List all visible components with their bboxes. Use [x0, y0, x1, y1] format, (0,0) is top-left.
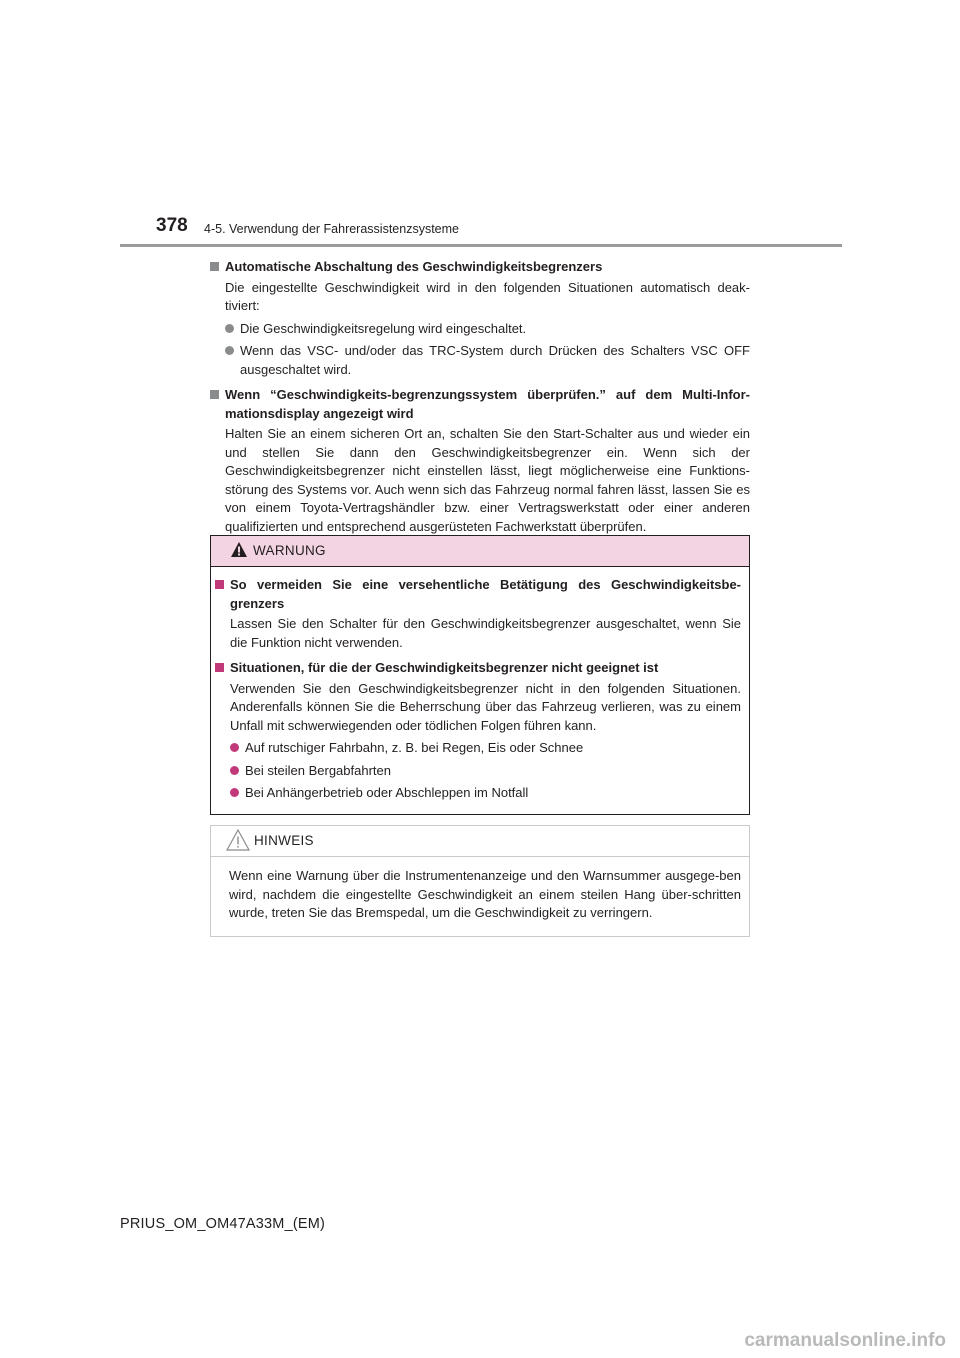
- list-item: [210, 342, 750, 379]
- section-text: Halten Sie an einem sicheren Ort an, schalten Sie den Start-Schalter aus und wieder ein und stellen Sie dann den Geschwindigkeitsbegrenzer ein. Wenn sich der Geschwindigkeitsbegrenzer nicht einstellen lässt, liegt möglicherweise eine Funktions-störung des Systems vor. Auch wenn sich das Fahrzeug normal fahren lässt, lassen Sie es von einem Toyota-Vertragshändler bzw. einer Vertragswerkstatt oder einer anderen qualifizierten und entsprechend ausgerüsteten Fachwerkstatt überprüfen.: [225, 426, 750, 534]
- section-text: Die eingestellte Geschwindigkeit wird in den folgenden Situationen automatisch deak-tiviert:: [225, 279, 750, 313]
- warning-title: WARNUNG: [253, 543, 326, 558]
- bullet-dot-icon: [225, 346, 234, 355]
- warning-box: [210, 535, 750, 815]
- list-item-text: Wenn das VSC- und/oder das TRC-System durch Drücken des Schalters VSC OFF ausgeschaltet wird.: [240, 343, 750, 377]
- warning-heading-text: Situationen, für die der Geschwindigkeitsbegrenzer nicht geeignet ist: [230, 660, 659, 675]
- list-item-text: Auf rutschiger Fahrbahn, z. B. bei Regen, Eis oder Schnee: [245, 740, 584, 755]
- bullet-dot-icon: [230, 743, 239, 752]
- page-number: 378: [156, 215, 188, 236]
- bullet-dot-icon: [225, 324, 234, 333]
- section-heading: [210, 386, 750, 423]
- list-item-text: Bei steilen Bergabfahrten: [245, 762, 391, 778]
- document-code: PRIUS_OM_OM47A33M_(EM): [120, 1216, 326, 1232]
- warning-triangle-icon: [230, 541, 248, 558]
- section-heading: [210, 258, 750, 277]
- warning-body: [215, 572, 741, 803]
- note-box: [210, 825, 750, 937]
- warning-section-heading: [215, 659, 741, 678]
- header-divider: [120, 244, 842, 247]
- warning-text: Lassen Sie den Schalter für den Geschwindigkeitsbegrenzer ausgeschaltet, wenn Sie die Funktion nicht verwenden.: [230, 616, 741, 650]
- warning-list-item: [215, 762, 741, 781]
- bullet-dot-icon: [230, 788, 239, 797]
- watermark-text: carmanualsonline.info: [744, 1330, 946, 1351]
- warning-header: [211, 536, 749, 567]
- section-heading-text: Automatische Abschaltung des Geschwindigkeitsbegrenzers: [225, 259, 603, 274]
- square-bullet-icon: [210, 390, 219, 399]
- note-header: [211, 826, 749, 857]
- chapter-title: 4-5. Verwendung der Fahrerassistenzsysteme: [204, 222, 459, 236]
- warning-heading-text: So vermeiden Sie eine versehentliche Betätigung des Geschwindigkeitsbe-grenzers: [230, 577, 741, 611]
- list-item-text: Bei Anhängerbetrieb oder Abschleppen im Notfall: [245, 785, 529, 800]
- page-header: [120, 214, 842, 248]
- warning-text: Verwenden Sie den Geschwindigkeitsbegrenzer nicht in den folgenden Situationen. Anderenfalls können Sie die Beherrschung über das Fahrzeug verlieren, was zu einem Unfall mit schwerwiegenden oder tödlichen Folgen führen kann.: [230, 680, 741, 733]
- square-bullet-icon: [215, 663, 224, 672]
- warning-list-item: [215, 739, 741, 758]
- square-bullet-icon: [215, 580, 224, 589]
- square-bullet-icon: [210, 262, 219, 271]
- main-content: [210, 254, 750, 536]
- bullet-dot-icon: [230, 766, 239, 775]
- list-item-text: Die Geschwindigkeitsregelung wird eingeschaltet.: [240, 320, 527, 336]
- list-item: [210, 320, 750, 339]
- note-text: Wenn eine Warnung über die Instrumentenanzeige und den Warnsummer ausgege-ben wird, nachdem die eingestellte Geschwindigkeit an einem steilen Hang über-schritten wurde, treten Sie das Bremspedal, um die Geschwindigkeit zu verringern.: [229, 868, 741, 920]
- warning-list-item: [215, 784, 741, 803]
- note-title: HINWEIS: [254, 833, 314, 848]
- caution-triangle-icon: [226, 828, 250, 852]
- section-heading-text: Wenn “Geschwindigkeits-begrenzungssystem überprüfen.” auf dem Multi-Infor-mationsdisplay angezeigt wird: [225, 387, 750, 421]
- warning-section-heading: [215, 576, 741, 613]
